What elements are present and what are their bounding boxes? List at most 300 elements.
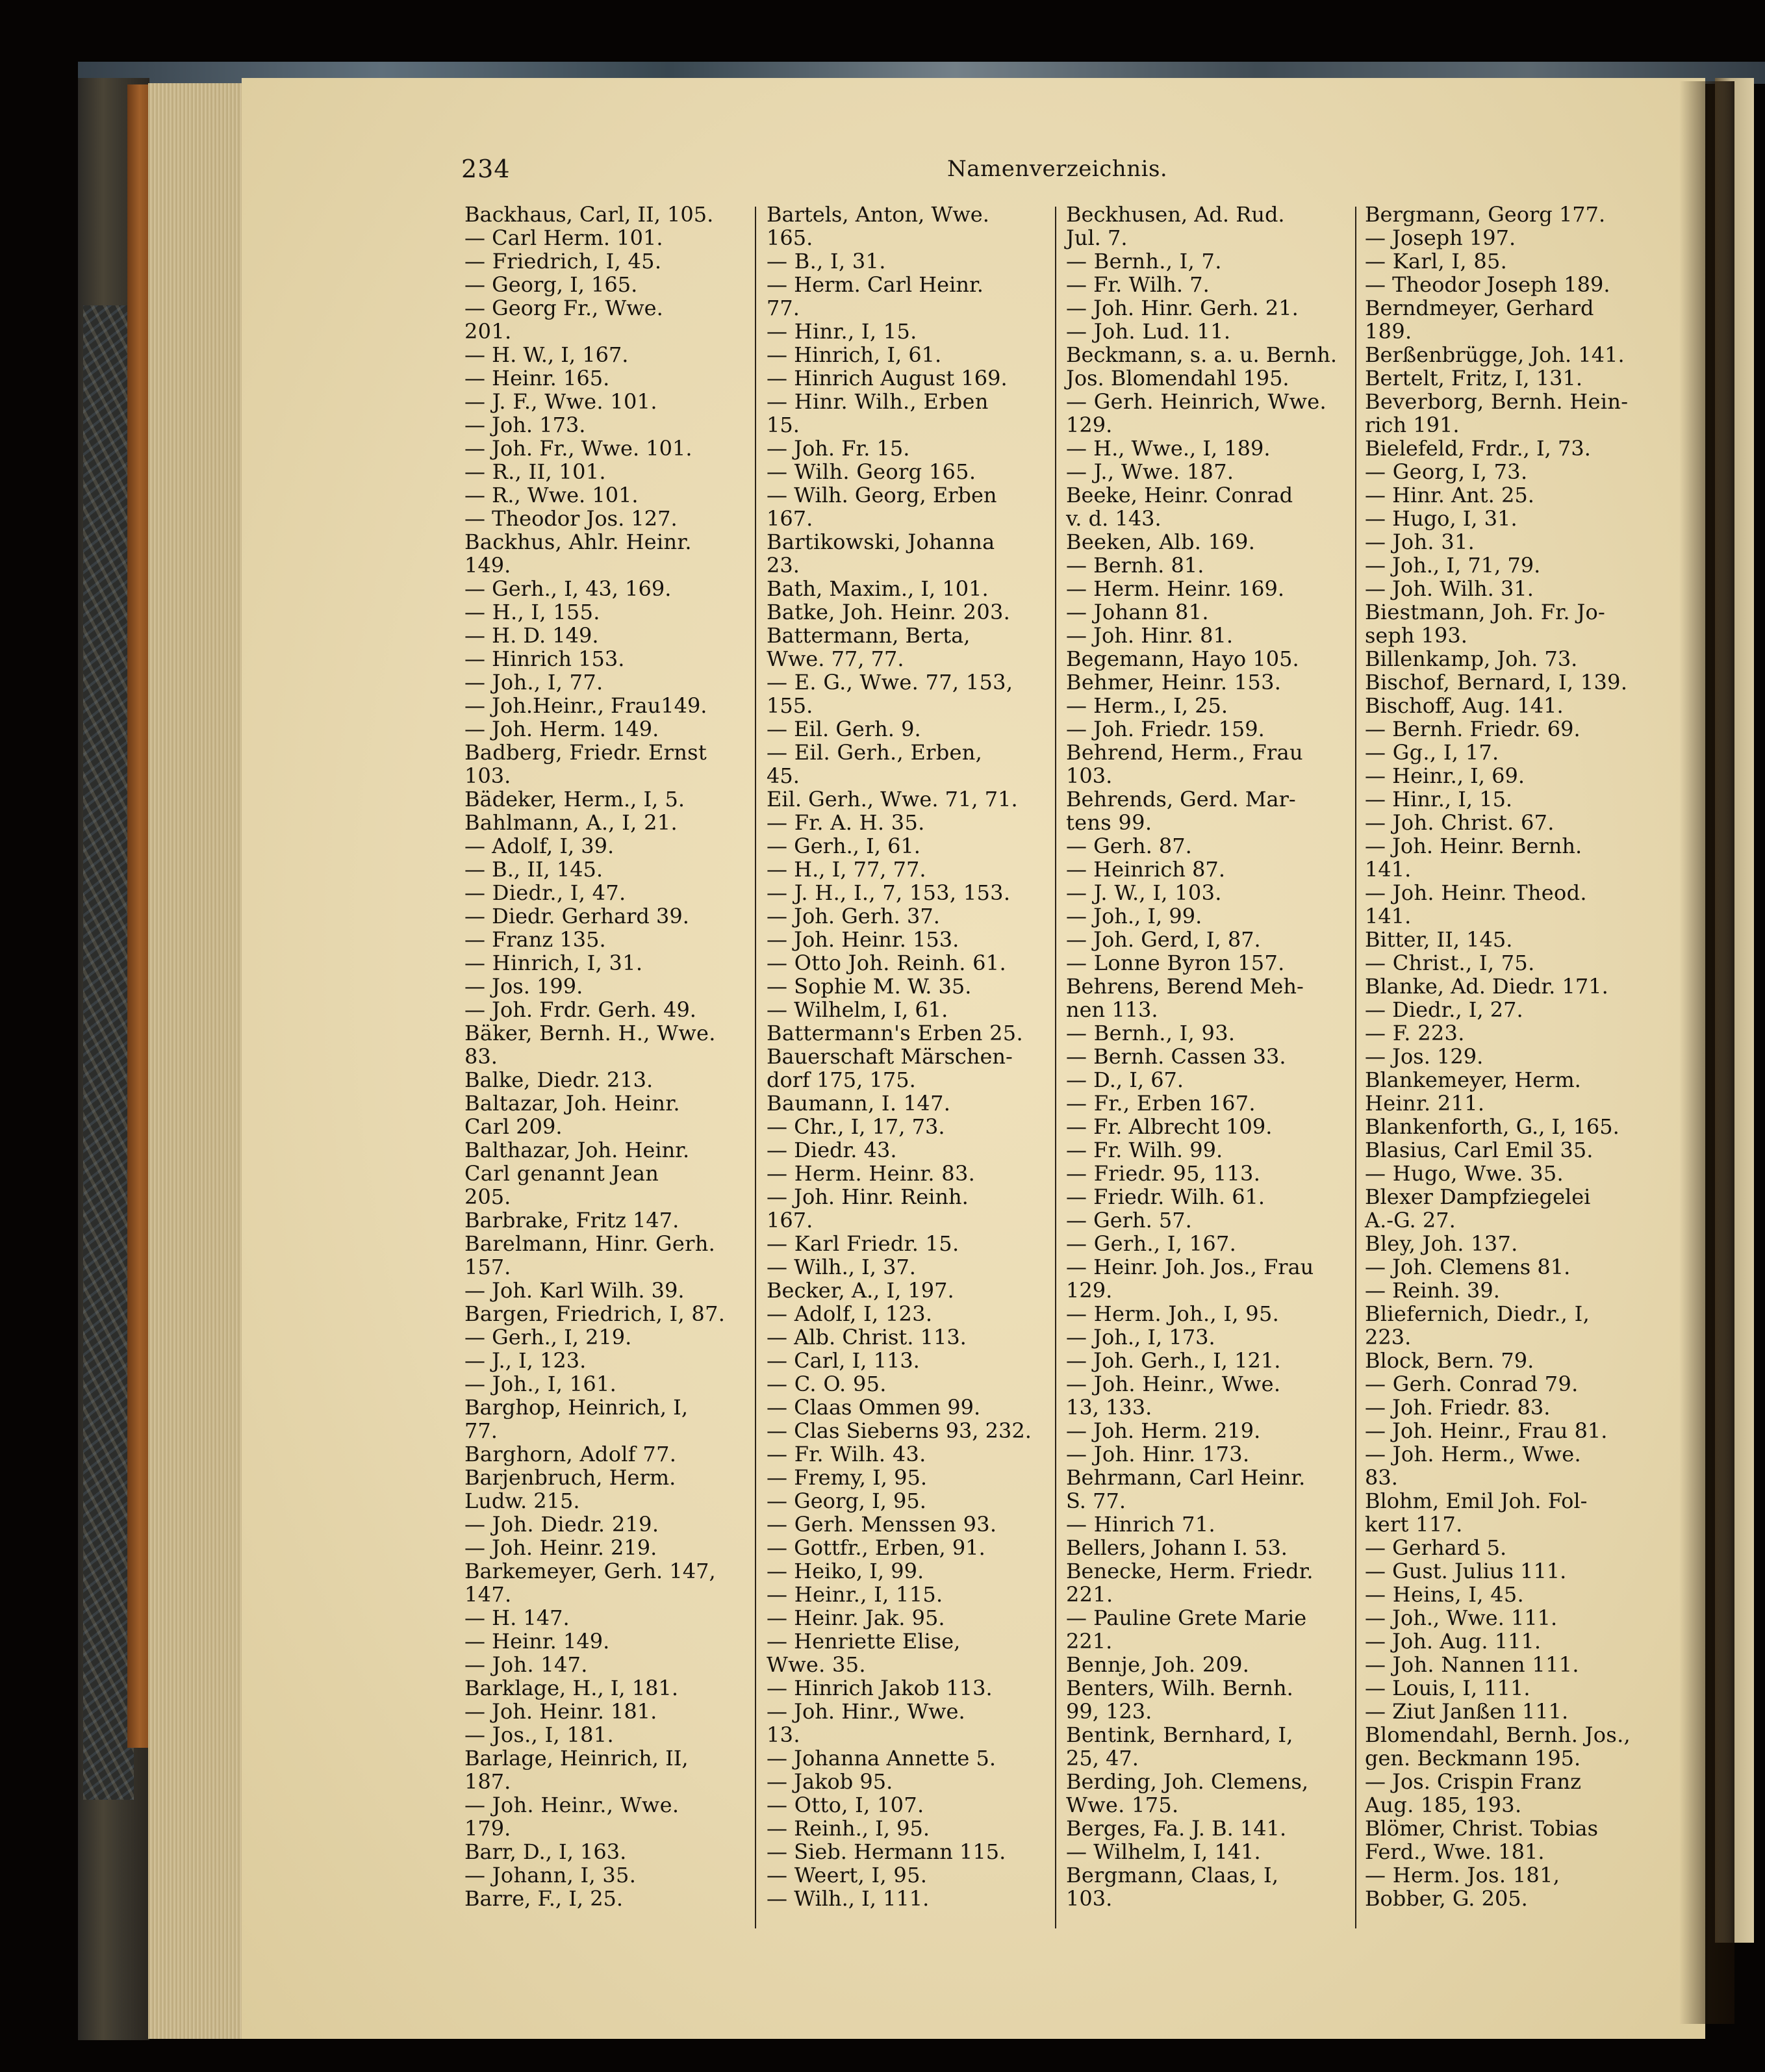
index-entry: — Heinr. 165. bbox=[464, 366, 610, 390]
index-entry: — Friedr. Wilh. 61. bbox=[1066, 1184, 1265, 1209]
index-entry: — D., I, 67. bbox=[1066, 1068, 1184, 1092]
index-entry: — B., II, 145. bbox=[464, 857, 603, 882]
index-entry: 25, 47. bbox=[1066, 1746, 1139, 1771]
index-entry: — Joh. Friedr. 83. bbox=[1365, 1395, 1551, 1420]
index-entry: — Gerh., I, 61. bbox=[767, 834, 921, 858]
index-entry: Beverborg, Bernh. Hein- bbox=[1365, 389, 1629, 414]
index-entry: — Claas Ommen 99. bbox=[767, 1395, 981, 1420]
index-entry: — Gerh., I, 167. bbox=[1066, 1231, 1237, 1256]
index-entry: Bäker, Bernh. H., Wwe. bbox=[464, 1021, 716, 1045]
index-entry: Heinr. 211. bbox=[1365, 1091, 1485, 1116]
index-entry: — Joh. Gerh., I, 121. bbox=[1066, 1348, 1281, 1373]
column-rule bbox=[1055, 207, 1056, 1928]
index-entry: — Hugo, Wwe. 35. bbox=[1365, 1161, 1564, 1186]
index-entry: nen 113. bbox=[1066, 997, 1158, 1022]
index-entry: — J., I, 123. bbox=[464, 1348, 587, 1373]
index-entry: Batke, Joh. Heinr. 203. bbox=[767, 600, 1011, 624]
index-entry: — Gerh. 57. bbox=[1066, 1208, 1192, 1233]
index-entry: Bennje, Joh. 209. bbox=[1066, 1652, 1250, 1677]
index-entry: — Weert, I, 95. bbox=[767, 1863, 928, 1887]
index-entry: 189. bbox=[1365, 319, 1412, 344]
index-entry: Bauerschaft Märschen- bbox=[767, 1044, 1013, 1069]
index-entry: — Joh. Herm. 149. bbox=[464, 717, 659, 741]
index-entry: — Joh.Heinr., Frau149. bbox=[464, 693, 707, 718]
index-entry: — Wilh. Georg, Erben bbox=[767, 483, 997, 507]
index-entry: — Gerh. 87. bbox=[1066, 834, 1192, 858]
index-entry: 77. bbox=[767, 296, 800, 320]
index-entry: — Wilhelm, I, 141. bbox=[1066, 1839, 1261, 1864]
index-entry: — Johann 81. bbox=[1066, 600, 1209, 624]
index-entry: 103. bbox=[464, 763, 511, 788]
index-entry: 201. bbox=[464, 319, 512, 344]
index-entry: Wwe. 77, 77. bbox=[767, 646, 904, 671]
index-entry: — Joh., Wwe. 111. bbox=[1365, 1605, 1558, 1630]
index-entry: — Theodor Joseph 189. bbox=[1365, 272, 1610, 297]
index-entry: — Joh. Aug. 111. bbox=[1365, 1629, 1542, 1654]
index-entry: — Joh., I, 77. bbox=[464, 670, 603, 695]
index-entry: Barkemeyer, Gerh. 147, bbox=[464, 1559, 716, 1583]
index-entry: Beckmann, s. a. u. Bernh. bbox=[1066, 342, 1338, 367]
index-entry: — Herm. Heinr. 169. bbox=[1066, 576, 1285, 601]
index-entry: Behrend, Herm., Frau bbox=[1066, 740, 1303, 765]
index-entry: — Fr. Albrecht 109. bbox=[1066, 1114, 1273, 1139]
index-entry: gen. Beckmann 195. bbox=[1365, 1746, 1581, 1771]
index-entry: — Friedr. 95, 113. bbox=[1066, 1161, 1261, 1186]
index-entry: — C. O. 95. bbox=[767, 1372, 887, 1396]
index-entry: Block, Bern. 79. bbox=[1365, 1348, 1534, 1373]
index-column-4 bbox=[1365, 203, 1644, 1931]
index-entry: — Diedr., I, 27. bbox=[1365, 997, 1523, 1022]
index-entry: v. d. 143. bbox=[1066, 506, 1162, 531]
index-entry: Backhus, Ahlr. Heinr. bbox=[464, 530, 692, 554]
index-entry: — Johann, I, 35. bbox=[464, 1863, 637, 1887]
index-entry: — Joh. Karl Wilh. 39. bbox=[464, 1278, 685, 1303]
index-entry: — Hinr. Ant. 25. bbox=[1365, 483, 1534, 507]
index-entry: — Lonne Byron 157. bbox=[1066, 951, 1285, 975]
index-entry: — Joh. Frdr. Gerh. 49. bbox=[464, 997, 696, 1022]
column-rule bbox=[1355, 207, 1356, 1928]
index-entry: seph 193. bbox=[1365, 623, 1467, 648]
index-entry: — Jos., I, 181. bbox=[464, 1722, 614, 1747]
index-entry: 77. bbox=[464, 1418, 498, 1443]
index-entry: — Hinrich 153. bbox=[464, 646, 625, 671]
index-entry: — Fremy, I, 95. bbox=[767, 1465, 927, 1490]
index-entry: — Hinrich August 169. bbox=[767, 366, 1008, 390]
index-column-1 bbox=[464, 203, 744, 1931]
index-entry: Biestmann, Joh. Fr. Jo- bbox=[1365, 600, 1606, 624]
index-entry: — Reinh., I, 95. bbox=[767, 1816, 930, 1841]
index-entry: 129. bbox=[1066, 1278, 1113, 1303]
index-entry: — Fr., Erben 167. bbox=[1066, 1091, 1256, 1116]
index-entry: Bellers, Johann I. 53. bbox=[1066, 1535, 1288, 1560]
index-entry: — Herm., I, 25. bbox=[1066, 693, 1228, 718]
index-entry: — Sophie M. W. 35. bbox=[767, 974, 972, 999]
index-entry: Bertelt, Fritz, I, 131. bbox=[1365, 366, 1583, 390]
index-entry: Backhaus, Carl, II, 105. bbox=[464, 202, 714, 227]
index-entry: rich 191. bbox=[1365, 413, 1460, 437]
index-entry: Baumann, I. 147. bbox=[767, 1091, 951, 1116]
index-entry: — Jakob 95. bbox=[767, 1769, 893, 1794]
index-entry: Blankenforth, G., I, 165. bbox=[1365, 1114, 1619, 1139]
index-entry: — Joh. Heinr. Bernh. bbox=[1365, 834, 1582, 858]
index-entry: — Joh. Gerh. 37. bbox=[767, 904, 940, 928]
index-entry: Bliefernich, Diedr., I, bbox=[1365, 1301, 1590, 1326]
index-entry: — Eil. Gerh. 9. bbox=[767, 717, 921, 741]
index-entry: Beckhusen, Ad. Rud. bbox=[1066, 202, 1285, 227]
index-entry: — Bernh., I, 7. bbox=[1066, 249, 1222, 274]
index-entry: — H. W., I, 167. bbox=[464, 342, 629, 367]
index-entry: — Joh. Hinr. Gerh. 21. bbox=[1066, 296, 1299, 320]
index-entry: Berndmeyer, Gerhard bbox=[1365, 296, 1594, 320]
index-entry: Bahlmann, A., I, 21. bbox=[464, 810, 678, 835]
index-entry: — Joseph 197. bbox=[1365, 225, 1516, 250]
index-entry: — Adolf, I, 123. bbox=[767, 1301, 933, 1326]
index-entry: — Hinrich 71. bbox=[1066, 1512, 1215, 1537]
index-entry: — Georg, I, 165. bbox=[464, 272, 638, 297]
index-entry: — Carl, I, 113. bbox=[767, 1348, 920, 1373]
index-entry: — Hinr., I, 15. bbox=[767, 319, 917, 344]
index-entry: — Georg, I, 73. bbox=[1365, 459, 1528, 484]
index-entry: 149. bbox=[464, 553, 511, 578]
index-entry: Ferd., Wwe. 181. bbox=[1365, 1839, 1545, 1864]
index-entry: — Franz 135. bbox=[464, 927, 606, 952]
index-entry: Barr, D., I, 163. bbox=[464, 1839, 627, 1864]
index-entry: Carl 209. bbox=[464, 1114, 563, 1139]
index-entry: — H. 147. bbox=[464, 1605, 570, 1630]
index-entry: — Gerh., I, 219. bbox=[464, 1325, 632, 1349]
index-entry: Behrens, Berend Meh- bbox=[1066, 974, 1304, 999]
index-entry: — Wilh., I, 37. bbox=[767, 1255, 916, 1279]
index-entry: — Heins, I, 45. bbox=[1365, 1582, 1524, 1607]
index-entry: 15. bbox=[767, 413, 800, 437]
index-entry: — Adolf, I, 39. bbox=[464, 834, 615, 858]
index-entry: — Hugo, I, 31. bbox=[1365, 506, 1517, 531]
index-entry: — Joh. 173. bbox=[464, 413, 586, 437]
index-entry: Bath, Maxim., I, 101. bbox=[767, 576, 989, 601]
index-entry: Jos. Blomendahl 195. bbox=[1066, 366, 1289, 390]
index-entry: — Pauline Grete Marie bbox=[1066, 1605, 1307, 1630]
index-entry: Blömer, Christ. Tobias bbox=[1365, 1816, 1599, 1841]
index-entry: — Chr., I, 17, 73. bbox=[767, 1114, 945, 1139]
index-entry: — Herm. Joh., I, 95. bbox=[1066, 1301, 1280, 1326]
index-entry: Beeken, Alb. 169. bbox=[1066, 530, 1256, 554]
index-entry: Blanke, Ad. Diedr. 171. bbox=[1365, 974, 1608, 999]
index-entry: 155. bbox=[767, 693, 813, 718]
index-entry: — Joh. Heinr., Wwe. bbox=[464, 1793, 679, 1817]
index-entry: — Joh. Hinr. Reinh. bbox=[767, 1184, 969, 1209]
index-entry: — Gerh. Menssen 93. bbox=[767, 1512, 997, 1537]
index-entry: — Joh. Friedr. 159. bbox=[1066, 717, 1265, 741]
index-entry: — Hinr. Wilh., Erben bbox=[767, 389, 989, 414]
index-entry: Wwe. 35. bbox=[767, 1652, 866, 1677]
index-entry: Berding, Joh. Clemens, bbox=[1066, 1769, 1309, 1794]
index-entry: — E. G., Wwe. 77, 153, bbox=[767, 670, 1013, 695]
index-entry: — Reinh. 39. bbox=[1365, 1278, 1500, 1303]
index-entry: — Theodor Jos. 127. bbox=[464, 506, 678, 531]
index-entry: 205. bbox=[464, 1184, 511, 1209]
index-entry: Battermann, Berta, bbox=[767, 623, 971, 648]
index-entry: Billenkamp, Joh. 73. bbox=[1365, 646, 1578, 671]
index-entry: 141. bbox=[1365, 857, 1412, 882]
index-entry: — Joh. Nannen 111. bbox=[1365, 1652, 1579, 1677]
index-entry: Bargen, Friedrich, I, 87. bbox=[464, 1301, 726, 1326]
index-entry: Barklage, H., I, 181. bbox=[464, 1676, 679, 1700]
index-entry: — Johanna Annette 5. bbox=[767, 1746, 997, 1771]
index-entry: — Joh., I, 99. bbox=[1066, 904, 1202, 928]
index-entry: — Gerhard 5. bbox=[1365, 1535, 1507, 1560]
index-entry: — Heinr. 149. bbox=[464, 1629, 610, 1654]
index-entry: — Diedr., I, 47. bbox=[464, 880, 626, 905]
index-entry: — J. W., I, 103. bbox=[1066, 880, 1222, 905]
index-entry: 23. bbox=[767, 553, 800, 578]
index-entry: Becker, A., I, 197. bbox=[767, 1278, 954, 1303]
index-entry: Barelmann, Hinr. Gerh. bbox=[464, 1231, 716, 1256]
index-entry: — Clas Sieberns 93, 232. bbox=[767, 1418, 1032, 1443]
index-entry: Barre, F., I, 25. bbox=[464, 1886, 624, 1911]
index-entry: 187. bbox=[464, 1769, 511, 1794]
index-entry: 221. bbox=[1066, 1582, 1113, 1607]
index-entry: Bartels, Anton, Wwe. bbox=[767, 202, 989, 227]
index-entry: — Heinr. Joh. Jos., Frau bbox=[1066, 1255, 1314, 1279]
index-entry: 45. bbox=[767, 763, 800, 788]
index-entry: — Louis, I, 111. bbox=[1365, 1676, 1530, 1700]
index-entry: Benecke, Herm. Friedr. bbox=[1066, 1559, 1314, 1583]
index-entry: — R., Wwe. 101. bbox=[464, 483, 639, 507]
index-entry: — Heinr., I, 69. bbox=[1365, 763, 1525, 788]
index-entry: 99, 123. bbox=[1066, 1699, 1152, 1724]
index-entry: — Joh. Hinr. 173. bbox=[1066, 1442, 1250, 1466]
index-entry: — Bernh. Cassen 33. bbox=[1066, 1044, 1286, 1069]
index-entry: Bischoff, Aug. 141. bbox=[1365, 693, 1564, 718]
index-entry: — Jos. Crispin Franz bbox=[1365, 1769, 1582, 1794]
index-entry: Balke, Diedr. 213. bbox=[464, 1068, 654, 1092]
index-entry: — Wilh., I, 111. bbox=[767, 1886, 930, 1911]
index-entry: Carl genannt Jean bbox=[464, 1161, 659, 1186]
index-entry: Berges, Fa. J. B. 141. bbox=[1066, 1816, 1287, 1841]
index-entry: — Joh. Heinr. 219. bbox=[464, 1535, 657, 1560]
index-entry: — F. 223. bbox=[1365, 1021, 1465, 1045]
index-entry: 83. bbox=[464, 1044, 498, 1069]
index-entry: — Joh., I, 173. bbox=[1066, 1325, 1215, 1349]
index-entry: Baltazar, Joh. Heinr. bbox=[464, 1091, 680, 1116]
index-entry: 167. bbox=[767, 1208, 813, 1233]
index-entry: — J. H., I., 7, 153, 153. bbox=[767, 880, 1011, 905]
index-entry: Barlage, Heinrich, II, bbox=[464, 1746, 689, 1771]
index-entry: tens 99. bbox=[1066, 810, 1152, 835]
index-entry: — Georg Fr., Wwe. bbox=[464, 296, 663, 320]
index-entry: — Joh. Diedr. 219. bbox=[464, 1512, 659, 1537]
index-entry: — Joh. Gerd, I, 87. bbox=[1066, 927, 1261, 952]
index-entry: Barbrake, Fritz 147. bbox=[464, 1208, 679, 1233]
index-entry: 157. bbox=[464, 1255, 511, 1279]
index-entry: — Fr. Wilh. 99. bbox=[1066, 1138, 1223, 1162]
index-entry: 129. bbox=[1066, 413, 1113, 437]
index-entry: Benters, Wilh. Bernh. bbox=[1066, 1676, 1293, 1700]
index-entry: — R., II, 101. bbox=[464, 459, 606, 484]
index-entry: — Joh. Heinr. Theod. bbox=[1365, 880, 1587, 905]
index-entry: — Bernh. 81. bbox=[1066, 553, 1204, 578]
index-entry: Badberg, Friedr. Ernst bbox=[464, 740, 707, 765]
index-entry: Behrends, Gerd. Mar- bbox=[1066, 787, 1296, 812]
index-entry: 141. bbox=[1365, 904, 1412, 928]
index-entry: — Carl Herm. 101. bbox=[464, 225, 663, 250]
index-entry: — Gerh. Conrad 79. bbox=[1365, 1372, 1579, 1396]
index-entry: — Joh. Clemens 81. bbox=[1365, 1255, 1571, 1279]
index-entry: Battermann's Erben 25. bbox=[767, 1021, 1023, 1045]
index-entry: — J., Wwe. 187. bbox=[1066, 459, 1234, 484]
index-entry: A.-G. 27. bbox=[1365, 1208, 1456, 1233]
index-entry: — Joh. Heinr. 181. bbox=[464, 1699, 657, 1724]
column-rule bbox=[755, 207, 756, 1928]
index-entry: 103. bbox=[1066, 1886, 1113, 1911]
index-entry: — Joh. Heinr. 153. bbox=[767, 927, 959, 952]
index-entry: — Joh. Lud. 11. bbox=[1066, 319, 1231, 344]
index-entry: Barjenbruch, Herm. bbox=[464, 1465, 676, 1490]
index-entry: — Hinr., I, 15. bbox=[1365, 787, 1513, 812]
index-entry: S. 77. bbox=[1066, 1489, 1126, 1513]
index-entry: 167. bbox=[767, 506, 813, 531]
index-entry: Bentink, Bernhard, I, bbox=[1066, 1722, 1293, 1747]
index-column-2 bbox=[767, 203, 1046, 1931]
index-entry: Bädeker, Herm., I, 5. bbox=[464, 787, 685, 812]
index-entry: Berßenbrügge, Joh. 141. bbox=[1365, 342, 1625, 367]
index-entry: — Diedr. Gerhard 39. bbox=[464, 904, 689, 928]
index-entry: 13, 133. bbox=[1066, 1395, 1152, 1420]
index-entry: — Karl Friedr. 15. bbox=[767, 1231, 959, 1256]
index-entry: Bitter, II, 145. bbox=[1365, 927, 1513, 952]
index-entry: — Henriette Elise, bbox=[767, 1629, 961, 1654]
index-entry: — Fr. Wilh. 7. bbox=[1066, 272, 1210, 297]
index-entry: — Karl, I, 85. bbox=[1365, 249, 1508, 274]
index-entry: — Heiko, I, 99. bbox=[767, 1559, 924, 1583]
index-entry: Aug. 185, 193. bbox=[1365, 1793, 1522, 1817]
index-entry: — H., I, 77, 77. bbox=[767, 857, 926, 882]
index-entry: — Sieb. Hermann 115. bbox=[767, 1839, 1006, 1864]
index-entry: — Fr. Wilh. 43. bbox=[767, 1442, 926, 1466]
index-entry: Wwe. 175. bbox=[1066, 1793, 1179, 1817]
index-entry: — H. D. 149. bbox=[464, 623, 599, 648]
index-entry: — Herm. Jos. 181, bbox=[1365, 1863, 1560, 1887]
index-entry: Jul. 7. bbox=[1066, 225, 1128, 250]
index-entry: — Wilh. Georg 165. bbox=[767, 459, 976, 484]
index-entry: — Joh. Herm., Wwe. bbox=[1365, 1442, 1582, 1466]
index-entry: — Alb. Christ. 113. bbox=[767, 1325, 967, 1349]
index-entry: Blasius, Carl Emil 35. bbox=[1365, 1138, 1594, 1162]
index-entry: — Joh. Herm. 219. bbox=[1066, 1418, 1261, 1443]
index-entry: 165. bbox=[767, 225, 813, 250]
index-entry: — Otto, I, 107. bbox=[767, 1793, 924, 1817]
index-entry: — Joh. 31. bbox=[1365, 530, 1475, 554]
index-entry: Behrmann, Carl Heinr. bbox=[1066, 1465, 1306, 1490]
index-entry: Bergmann, Georg 177. bbox=[1365, 202, 1606, 227]
index-entry: — Eil. Gerh., Erben, bbox=[767, 740, 983, 765]
index-entry: — Heinrich 87. bbox=[1066, 857, 1225, 882]
index-entry: — Gg., I, 17. bbox=[1365, 740, 1499, 765]
index-entry: 223. bbox=[1365, 1325, 1412, 1349]
index-entry: dorf 175, 175. bbox=[767, 1068, 916, 1092]
index-entry: Barghorn, Adolf 77. bbox=[464, 1442, 677, 1466]
index-entry: Begemann, Hayo 105. bbox=[1066, 646, 1299, 671]
index-entry: — Fr. A. H. 35. bbox=[767, 810, 925, 835]
index-entry: 83. bbox=[1365, 1465, 1398, 1490]
index-entry: Beeke, Heinr. Conrad bbox=[1066, 483, 1293, 507]
index-entry: — Gerh. Heinrich, Wwe. bbox=[1066, 389, 1327, 414]
index-entry: — Joh. Fr., Wwe. 101. bbox=[464, 436, 692, 461]
index-column-3 bbox=[1066, 203, 1345, 1931]
index-entry: — Gust. Julius 111. bbox=[1365, 1559, 1567, 1583]
index-entry: — Hinrich, I, 61. bbox=[767, 342, 942, 367]
index-entry: — Joh. Christ. 67. bbox=[1365, 810, 1555, 835]
index-entry: — Herm. Carl Heinr. bbox=[767, 272, 984, 297]
index-entry: — Diedr. 43. bbox=[767, 1138, 897, 1162]
index-entry: Bley, Joh. 137. bbox=[1365, 1231, 1518, 1256]
index-entry: — Friedrich, I, 45. bbox=[464, 249, 662, 274]
index-entry: 13. bbox=[767, 1722, 800, 1747]
marbled-endpaper bbox=[83, 305, 134, 1800]
index-entry: — Hinrich, I, 31. bbox=[464, 951, 643, 975]
index-entry: 221. bbox=[1066, 1629, 1113, 1654]
index-entry: — Georg, I, 95. bbox=[767, 1489, 926, 1513]
index-entry: — Joh. 147. bbox=[464, 1652, 588, 1677]
page-gutter-shadow bbox=[1679, 81, 1734, 2024]
index-entry: — Ziut Janßen 111. bbox=[1365, 1699, 1569, 1724]
index-entry: Bergmann, Claas, I, bbox=[1066, 1863, 1279, 1887]
index-entry: — Joh. Hinr., Wwe. bbox=[767, 1699, 965, 1724]
index-entry: — Heinr. Jak. 95. bbox=[767, 1605, 945, 1630]
index-entry: 103. bbox=[1066, 763, 1113, 788]
index-entry: — Bernh., I, 93. bbox=[1066, 1021, 1236, 1045]
running-head: Namenverzeichnis. bbox=[947, 156, 1168, 182]
index-entry: Bielefeld, Frdr., I, 73. bbox=[1365, 436, 1591, 461]
index-entry: Blexer Dampfziegelei bbox=[1365, 1184, 1591, 1209]
index-entry: — Joh. Hinr. 81. bbox=[1066, 623, 1233, 648]
index-entry: — Joh. Heinr., Wwe. bbox=[1066, 1372, 1281, 1396]
index-entry: — Joh. Heinr., Frau 81. bbox=[1365, 1418, 1608, 1443]
index-entry: Bartikowski, Johanna bbox=[767, 530, 995, 554]
index-entry: Bobber, G. 205. bbox=[1365, 1886, 1528, 1911]
index-entry: Blankemeyer, Herm. bbox=[1365, 1068, 1581, 1092]
index-entry: Blomendahl, Bernh. Jos., bbox=[1365, 1722, 1631, 1747]
index-entry: — H., Wwe., I, 189. bbox=[1066, 436, 1271, 461]
index-entry: — J. F., Wwe. 101. bbox=[464, 389, 657, 414]
index-entry: 147. bbox=[464, 1582, 512, 1607]
index-entry: Eil. Gerh., Wwe. 71, 71. bbox=[767, 787, 1018, 812]
page-edges bbox=[148, 83, 246, 2039]
index-entry: — Hinrich Jakob 113. bbox=[767, 1676, 993, 1700]
index-entry: — Jos. 199. bbox=[464, 974, 583, 999]
index-entry: — H., I, 155. bbox=[464, 600, 600, 624]
index-entry: — Wilhelm, I, 61. bbox=[767, 997, 948, 1022]
page-number: 234 bbox=[461, 155, 511, 183]
index-entry: — Christ., I, 75. bbox=[1365, 951, 1535, 975]
index-entry: Blohm, Emil Joh. Fol- bbox=[1365, 1489, 1588, 1513]
index-entry: — Jos. 129. bbox=[1365, 1044, 1484, 1069]
index-entry: — Gerh., I, 43, 169. bbox=[464, 576, 672, 601]
index-entry: — B., I, 31. bbox=[767, 249, 886, 274]
index-entry: kert 117. bbox=[1365, 1512, 1463, 1537]
index-entry: — Joh. Fr. 15. bbox=[767, 436, 910, 461]
index-entry: — Bernh. Friedr. 69. bbox=[1365, 717, 1581, 741]
index-entry: Balthazar, Joh. Heinr. bbox=[464, 1138, 690, 1162]
index-entry: 179. bbox=[464, 1816, 511, 1841]
index-entry: — Otto Joh. Reinh. 61. bbox=[767, 951, 1006, 975]
index-entry: — Joh., I, 161. bbox=[464, 1372, 617, 1396]
index-entry: — Gottfr., Erben, 91. bbox=[767, 1535, 985, 1560]
index-entry: Ludw. 215. bbox=[464, 1489, 580, 1513]
index-entry: Behmer, Heinr. 153. bbox=[1066, 670, 1282, 695]
index-entry: — Joh., I, 71, 79. bbox=[1365, 553, 1541, 578]
index-entry: — Heinr., I, 115. bbox=[767, 1582, 943, 1607]
